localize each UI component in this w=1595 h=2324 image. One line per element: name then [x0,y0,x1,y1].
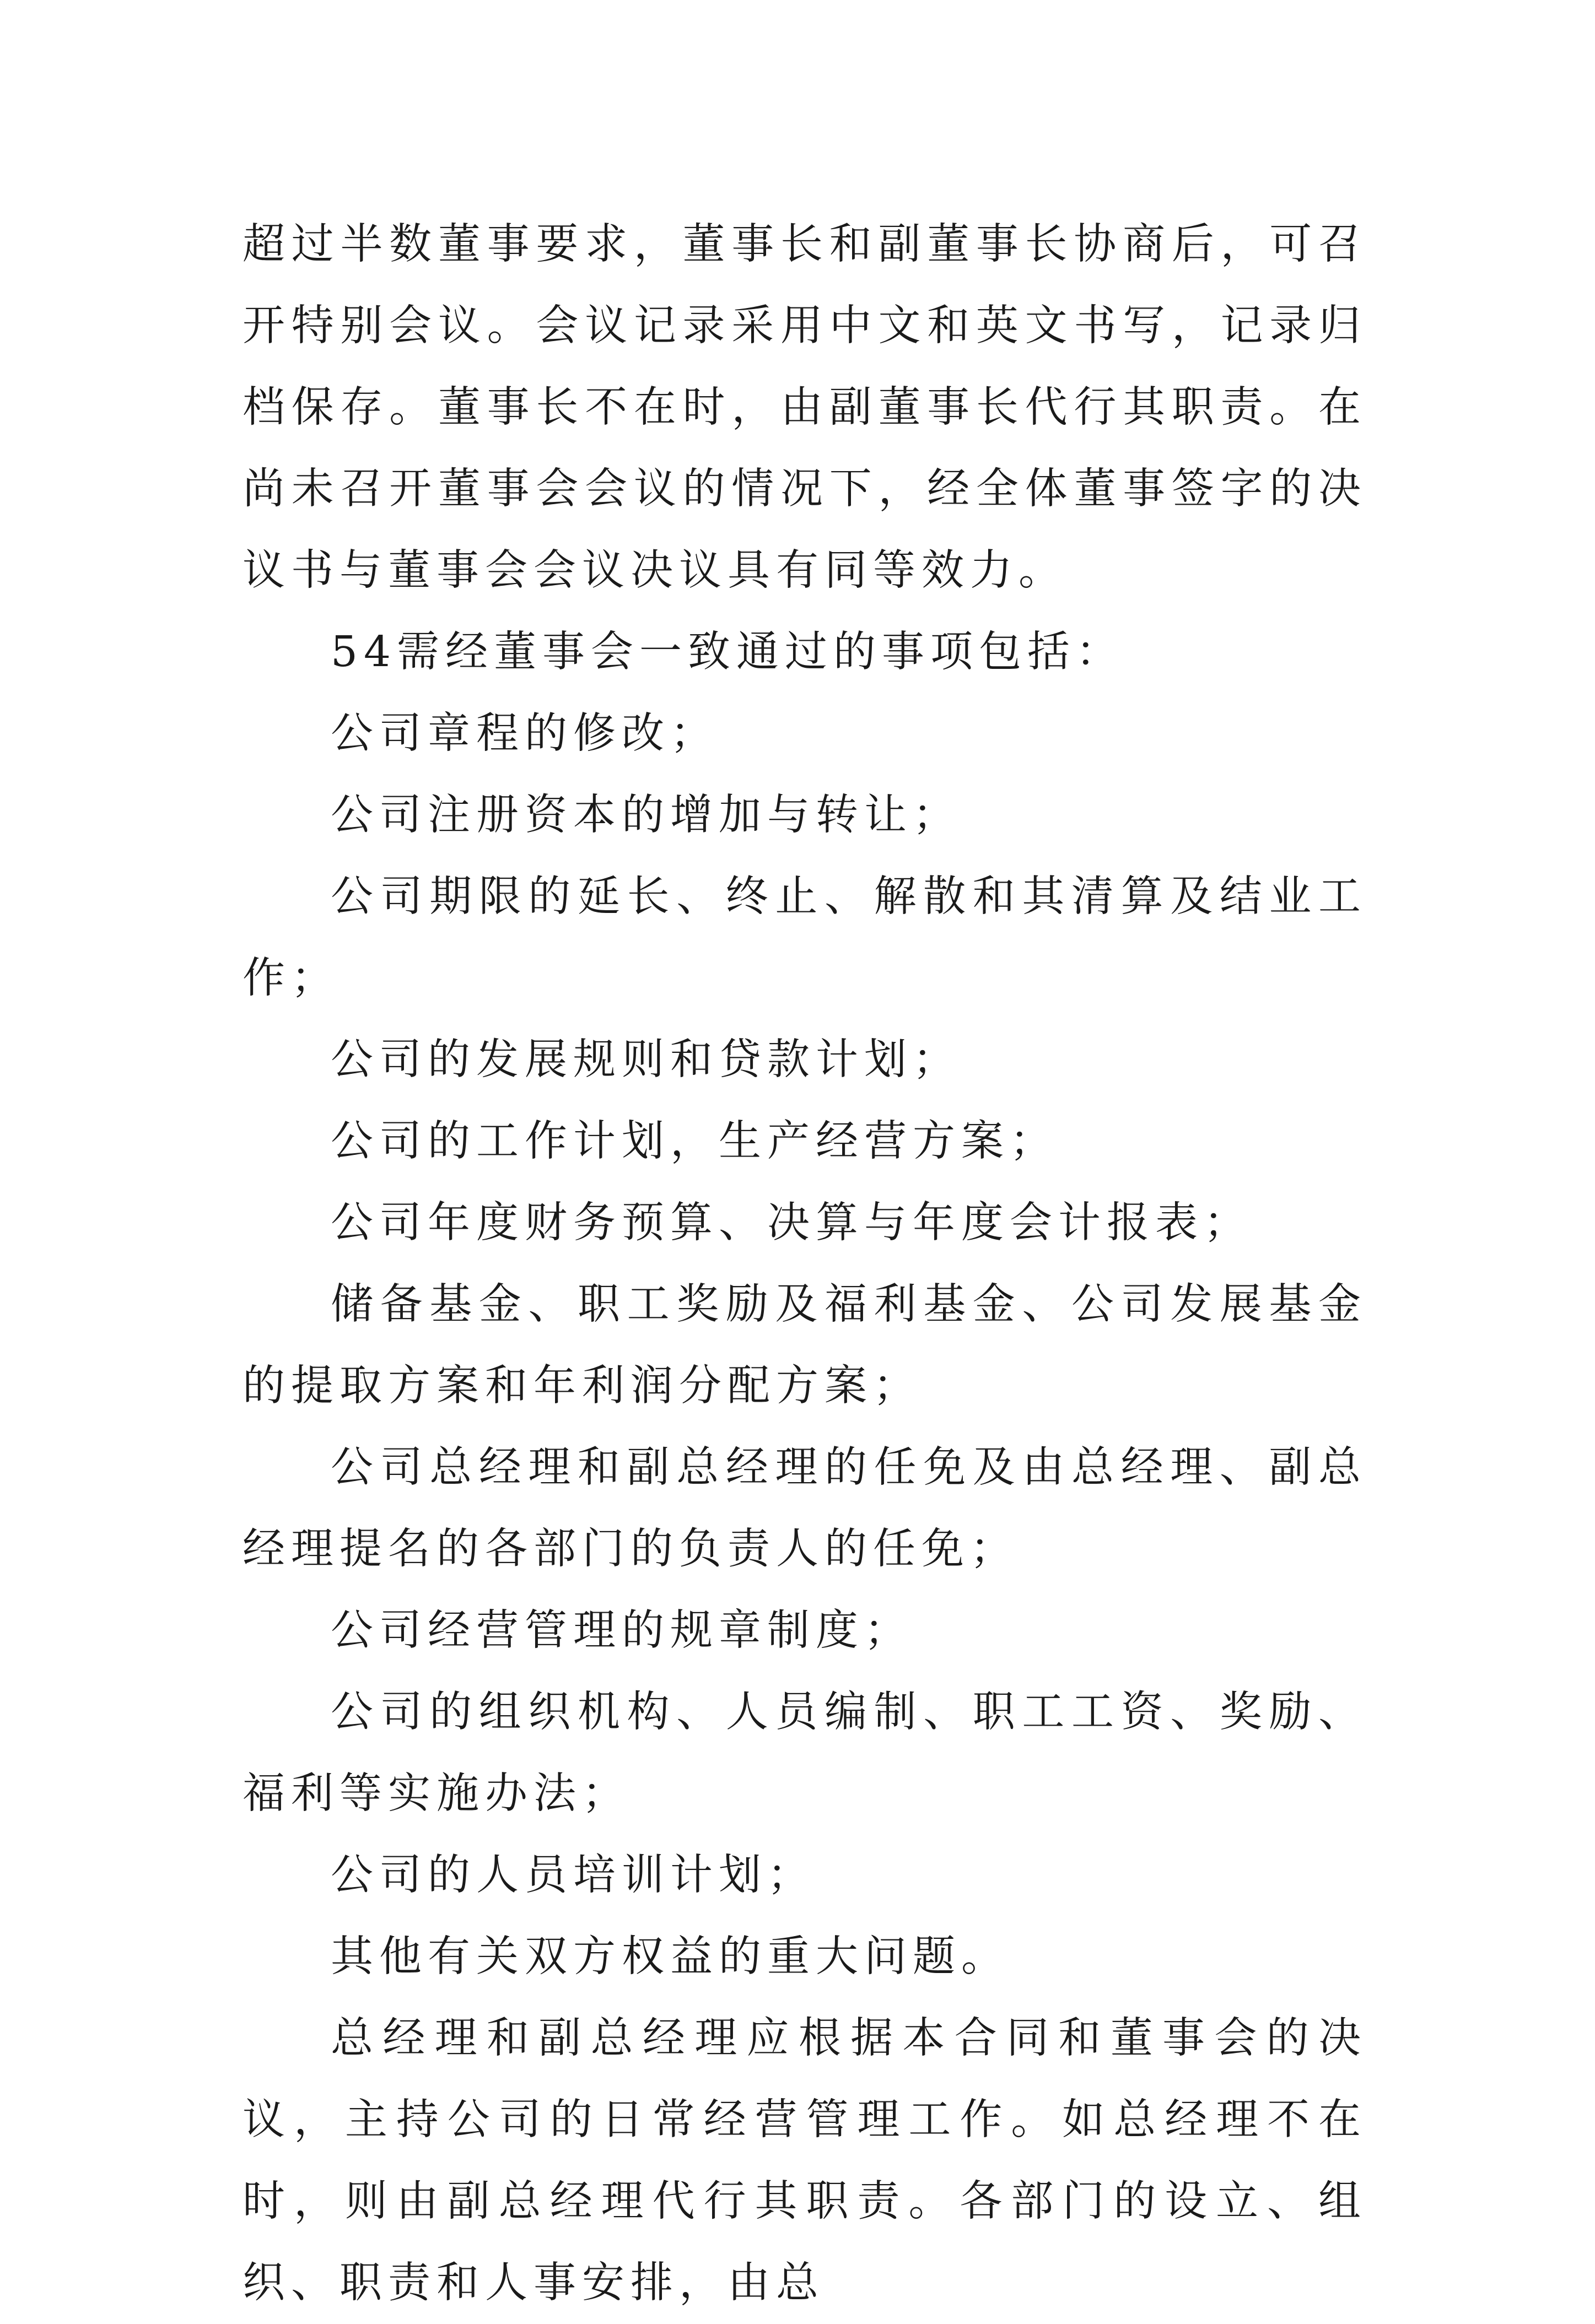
list-item: 公司年度财务预算、决算与年度会计报表； [331,1198,1252,1247]
list-item: 其他有关双方权益的重大问题。 [331,1932,1010,1981]
list-item: 储备基金、职工奖励及福利基金、公司发展基金的提取方案和年利润分配方案； [243,1280,1367,1410]
paragraph-general-manager-duties: 总经理和副总经理应根据本合同和董事会的决议，主持公司的日常经营管理工作。如总经理不在时，则由副总经理代行其职责。各部门的设立、组织、职责和人事安排，由总 [243,2014,1367,2307]
list-item: 公司注册资本的增加与转让； [331,791,961,840]
document-body [243,204,1367,2324]
list-item: 公司的发展规则和贷款计划； [331,1035,961,1084]
list-item: 公司的人员培训计划； [331,1851,816,1900]
list-item: 公司的工作计划，生产经营方案； [331,1117,1058,1166]
list-item: 公司总经理和副总经理的任免及由总经理、副总经理提名的各部门的负责人的任免； [243,1443,1367,1574]
list-item: 公司章程的修改； [331,709,719,758]
paragraph-unanimous-matters-heading: 54需经董事会一致通过的事项包括： [331,628,1124,677]
list-item: 公司经营管理的规章制度； [331,1606,913,1655]
list-item: 公司期限的延长、终止、解散和其清算及结业工作； [243,872,1367,1003]
list-item: 公司的组织机构、人员编制、职工工资、奖励、福利等实施办法； [243,1688,1367,1818]
paragraph-board-meetings: 超过半数董事要求，董事长和副董事长协商后，可召开特别会议。会议记录采用中文和英文书写，记录归档保存。董事长不在时，由副董事长代行其职责。在尚未召开董事会会议的情况下，经全体董事签字的决议书与董事会会议决议具有同等效力。 [243,220,1367,595]
